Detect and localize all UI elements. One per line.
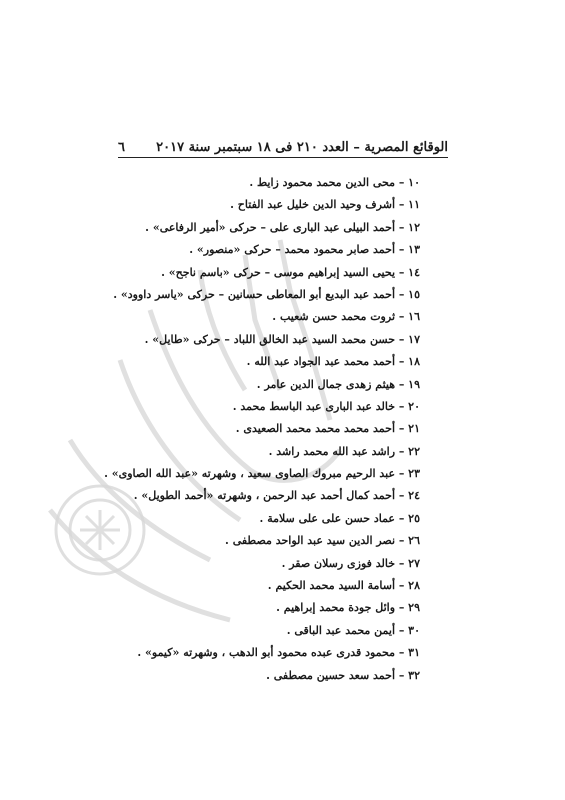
page-title: الوقائع المصرية – العدد ٢١٠ فى ١٨ سبتمبر سنة ٢٠١٧ [156,139,448,155]
page-header [118,137,448,157]
list-item: ١٠ – محى الدين محمد محمود زايط . [249,176,420,189]
list-item: ١٥ – أحمد عبد البديع أبو المعاطى حسانين – حركى «ياسر داوود» . [113,287,420,301]
list-item: ٢٩ – وائل جودة محمد إبراهيم . [276,601,420,615]
page-number: ٦ [118,139,125,155]
list-item: ١٣ – أحمد صابر محمود محمد – حركى «منصور» . [189,243,420,257]
list-item: ٢٢ – راشد عبد الله محمد راشد . [268,444,420,458]
list-item: ٢٣ – عبد الرحيم مبروك الصاوى سعيد ، وشهرته «عبد الله الصاوى» . [104,467,420,481]
list-item: ١٩ – هيثم زهدى جمال الدين عامر . [256,377,420,391]
header-divider [118,157,448,158]
list-item: ١٦ – ثروت محمد حسن شعيب . [272,310,420,324]
list-item: ١٧ – حسن محمد السيد عبد الخالق اللباد – حركى «طايل» . [144,332,420,346]
list-item: ١٢ – أحمد البيلى عبد البارى على – حركى «أمير الرفاعى» . [145,220,420,234]
list-item: ٢٨ – أسامة السيد محمد الحكيم . [267,579,420,593]
list-item: ١٨ – أحمد محمد عبد الجواد عبد الله . [246,355,420,369]
list-item: ١٤ – يحيى السيد إبراهيم موسى – حركى «باسم ناجح» . [161,265,420,279]
list-item: ٣٢ – أحمد سعد حسين مصطفى . [266,668,420,682]
list-item: ٣١ – محمود قدرى عبده محمود أبو الدهب ، وشهرته «كيمو» . [137,646,420,660]
names-list [104,172,420,687]
list-item: ٣٠ – أيمن محمد عبد الباقى . [286,623,420,637]
list-item: ٢٥ – عماد حسن على على سلامة . [259,511,420,525]
list-item: ٢٧ – خالد فوزى رسلان صقر . [281,556,420,570]
list-item: ٢٦ – نصر الدين سيد عبد الواحد مصطفى . [225,534,420,548]
list-item: ٢١ – أحمد محمد محمد محمد الصعيدى . [235,422,420,436]
list-item: ٢٠ – خالد عبد البارى عبد الباسط محمد . [232,399,420,413]
list-item: ٢٤ – أحمد كمال أحمد عبد الرحمن ، وشهرته «أحمد الطويل» . [133,489,420,503]
list-item: ١١ – أشرف وحيد الدين خليل عبد الفتاح . [230,198,420,212]
